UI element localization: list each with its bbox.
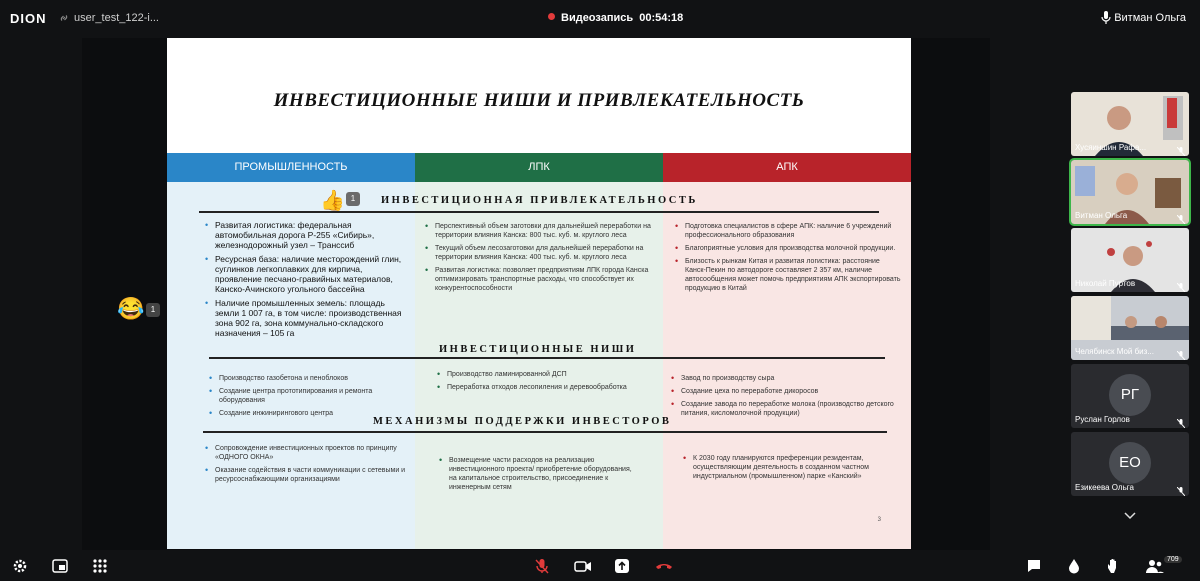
slide-page-number: 3 [877,517,881,523]
record-dot-icon [548,13,555,20]
list-item: • Переработка отходов лесопиления и деревообработка [437,383,637,392]
mic-muted-icon [1177,211,1185,220]
chevron-down-icon[interactable] [1124,507,1136,515]
participant-tile-active[interactable] [1071,160,1189,224]
list-item: • Завод по производству сыра [671,374,897,383]
thumbs-up-reaction-icon: 👍 [320,190,345,212]
participant-name: Руслан Горлов [1075,415,1130,424]
settings-gear-icon[interactable] [12,558,28,574]
avatar: РГ [1109,374,1151,416]
participants-count-badge: 709 [1164,556,1182,563]
current-user-name: Витман Ольга [1114,12,1186,24]
list-item: • Наличие промышленных земель: площадь земли 1 007 га, в том числе: производственная зона 902 га, зона коммунально-складского назначения – 105 га [205,298,405,338]
participant-name: Витман Ольга [1075,211,1128,220]
drop-icon[interactable] [1066,558,1082,574]
apk-support-list [683,454,883,485]
lpk-attractiveness-list [425,222,657,297]
room-name[interactable]: user_test_122-i... [74,12,159,24]
industry-niches-list [209,374,409,422]
bottom-toolbar [0,551,1200,581]
list-item: • Сопровождение инвестиционных проектов по принципу «ОДНОГО ОКНА» [205,444,409,462]
list-item: • Создание инжинирингового центра [209,409,409,418]
list-item: • Близость к рынкам Китая и развитая логистика: расстояние Канск-Пекин по автодороге составляет 2 357 км, наличие автосообщения может помочь предприятиям АПК экспортировать продукцию в Китай [675,257,901,293]
section-divider [203,431,887,433]
list-item: • Ресурсная база: наличие месторождений глин, суглинков легкоплавких для кирпича, проявление песчано-гравийных материалов, Канско-Ачинского угольного бассейна [205,254,405,294]
participant-name: Хусяиншин Рафа... [1075,143,1147,152]
participants-icon[interactable] [1146,558,1162,574]
mic-muted-button-icon[interactable] [534,558,550,574]
list-item: • Создание завода по переработке молока (производство детского питания, кисломолочной продукции) [671,400,897,418]
section-heading-niches: ИНВЕСТИЦИОННЫЕ НИШИ [439,344,637,355]
column-header-apk: АПК [663,153,911,182]
camera-icon[interactable] [574,558,590,574]
list-item: • Производство ламинированной ДСП [437,370,637,379]
section-heading-attractiveness: ИНВЕСТИЦИОННАЯ ПРИВЛЕКАТЕЛЬНОСТЬ [381,195,698,206]
mic-muted-icon [1177,143,1185,152]
link-icon[interactable] [58,12,70,24]
slide-title: ИНВЕСТИЦИОННЫЕ НИШИ И ПРИВЛЕКАТЕЛЬНОСТЬ [273,90,805,111]
participant-tile[interactable] [1071,364,1189,428]
mic-muted-icon [1177,347,1185,356]
top-bar [0,0,1200,36]
list-item: • К 2030 году планируются преференции резидентам, осуществляющим деятельность в созданном частном индустриальном (промышленном) парке «Канский» [683,454,883,481]
raise-hand-icon[interactable] [1106,558,1122,574]
industry-attractiveness-list [205,220,405,342]
app-logo: DION [10,11,47,26]
hang-up-icon[interactable] [654,558,670,574]
chat-icon[interactable] [1026,558,1042,574]
participant-tile[interactable] [1071,92,1189,156]
mic-muted-icon [1177,415,1185,424]
avatar: ЕО [1109,442,1151,484]
list-item: • Перспективный объем заготовки для дальнейшей переработки на территории влияния Канска: 800 тыс. куб. м. круглого леса [425,222,657,240]
list-item: • Оказание содействия в части коммуникации с сетевыми и ресурсоснабжающими организациями [205,466,409,484]
industry-support-list [205,444,409,488]
recording-time: 00:54:18 [639,12,684,24]
section-divider [209,357,885,359]
screen-layout-icon[interactable] [52,558,68,574]
list-item: • Развитая логистика: федеральная автомобильная дорога Р-255 «Сибирь», железнодорожный узел – Транссиб [205,220,405,250]
list-item: • Создание центра прототипирования и ремонта оборудования [209,387,409,405]
participant-tile[interactable] [1071,432,1189,496]
column-header-industry: ПРОМЫШЛЕННОСТЬ [167,153,415,182]
apk-attractiveness-list [675,222,901,297]
section-divider [199,211,879,213]
participant-name: Езикеева Ольга [1075,483,1134,492]
section-heading-support: МЕХАНИЗМЫ ПОДДЕРЖКИ ИНВЕСТОРОВ [373,416,672,427]
participant-tile[interactable] [1071,228,1189,292]
presentation-slide [167,38,911,549]
reaction-count: 1 [146,303,160,317]
list-item: • Возмещение части расходов на реализацию инвестиционного проекта/ приобретение оборудования, на капитальное строительство, присоединение к инженерным сетям [439,456,639,492]
share-screen-icon[interactable] [614,558,630,574]
recording-label: Видеозапись [561,12,634,24]
mic-muted-icon [1177,483,1185,492]
list-item: • Создание цеха по переработке дикоросов [671,387,897,396]
participant-name: Николай Пуртов [1075,279,1136,288]
lpk-support-list [439,456,639,496]
lpk-niches-list [437,370,637,396]
apps-grid-icon[interactable] [92,558,108,574]
list-item: • Текущий объем лесозаготовки для дальнейшей переработки на территории влияния Канска: 400 тыс. куб. м. круглого леса [425,244,657,262]
list-item: • Развитая логистика: позволяет предприятиям ЛПК города Канска оптимизировать транспортные расходы, что способствует их конкурентоспособности [425,266,657,293]
recording-indicator [548,12,683,24]
list-item: • Производство газобетона и пеноблоков [209,374,409,383]
list-item: • Благоприятные условия для производства молочной продукции. [675,244,901,253]
participant-tile[interactable] [1071,296,1189,360]
list-item: • Подготовка специалистов в сфере АПК: наличие 6 учреждений профессионального образования [675,222,901,240]
reaction-count: 1 [346,192,360,206]
laughing-reaction-icon: 😂 [117,296,145,321]
apk-niches-list [671,374,897,422]
microphone-icon[interactable] [1101,11,1111,25]
participant-name: Челябинск Мой биз... [1075,347,1154,356]
column-header-lpk: ЛПК [415,153,663,182]
mic-muted-icon [1177,279,1185,288]
